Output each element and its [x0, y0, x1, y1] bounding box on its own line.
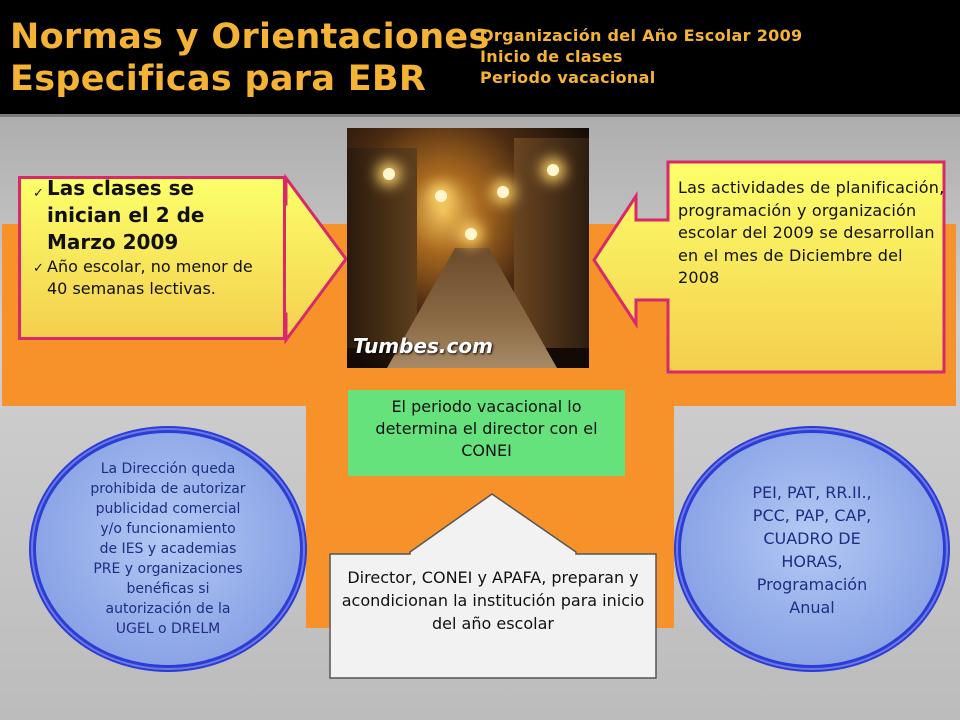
title-line: Normas y Orientaciones	[10, 17, 490, 57]
oval-line: de IES y academias	[99, 541, 237, 557]
title-line: Especificas para EBR	[10, 59, 427, 99]
right-oval	[678, 430, 946, 668]
oval-line: Programación	[756, 575, 868, 594]
oval-line: Anual	[789, 598, 835, 617]
header-bar	[0, 0, 960, 117]
photo-lamp	[435, 190, 447, 202]
bullet-school-year: ✓ Año escolar, no menor de 40 semanas lectivas.	[33, 256, 275, 300]
subtitle-item: Inicio de clases	[480, 47, 623, 66]
right-callout-text: Las actividades de planificación, programación y organización escolar del 2009 se desarrollan en el mes de Diciembre del 2008	[678, 178, 945, 287]
photo-building-left	[347, 148, 417, 348]
oval-line: CUADRO DE	[763, 529, 861, 548]
oval-line: UGEL o DRELM	[115, 621, 221, 637]
photo-lamp	[547, 164, 559, 176]
photo-lamp	[383, 168, 395, 180]
oval-line: PCC, PAP, CAP,	[752, 506, 872, 525]
photo-lamp	[465, 228, 477, 240]
subtitle-item: Periodo vacacional	[480, 68, 656, 87]
left-arrow-head	[280, 178, 346, 340]
subtitle-item: Organización del Año Escolar 2009	[480, 26, 803, 45]
oval-line: prohibida de autorizar	[90, 481, 246, 497]
photo-lamp	[497, 186, 509, 198]
left-callout-box	[18, 176, 286, 340]
page-title	[10, 16, 490, 100]
vacation-period-box: El periodo vacacional lo determina el director con el CONEI	[348, 390, 625, 476]
oval-line: PRE y organizaciones	[93, 561, 243, 577]
up-arrow-text: Director, CONEI y APAFA, preparan y acondicionan la institución para inicio del año escolar	[341, 568, 645, 633]
subtitle-list	[480, 25, 802, 88]
oval-line: benéficas si	[126, 581, 210, 597]
oval-line: La Dirección queda	[100, 461, 236, 477]
oval-line: HORAS,	[781, 552, 843, 571]
oval-line: y/o funcionamiento	[100, 521, 236, 537]
oval-line: publicidad comercial	[95, 501, 241, 517]
bullet-classes-start: ✓ Las clases se inician el 2 de Marzo 2009	[33, 176, 275, 256]
street-photo	[347, 128, 589, 368]
left-oval	[33, 430, 303, 668]
oval-line: autorización de la	[105, 601, 231, 617]
photo-caption: Tumbes.com	[353, 334, 493, 358]
oval-line: PEI, PAT, RR.II.,	[752, 483, 872, 502]
